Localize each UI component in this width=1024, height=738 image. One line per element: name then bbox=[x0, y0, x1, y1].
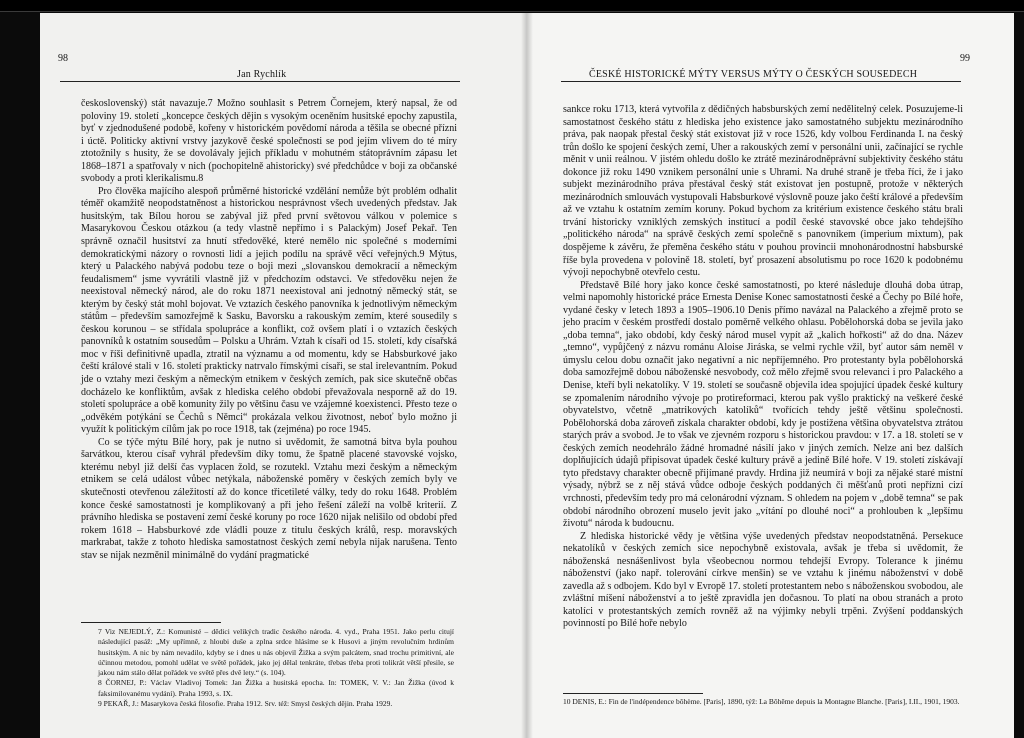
left-page bbox=[40, 13, 527, 738]
paragraph: Představě Bílé hory jako konce české samostatnosti, po které následuje dlouhá doba útrap, velmi napomohly historické práce Ernesta Denise Konec samostatnosti české a Čechy po Bílé hoře, vydané česky v letech 1893 a 1905–1906.10 Denis přímo navázal na Palackého a zřejmě proto se jeho pracím v českém prostředí dostalo poměrně velkého ohlasu. Pobělohorská doba se jevila jako „doba temna“, jako období, kdy český národ musel vypít až „kalich hořkosti“ až do dna. Název „temno“, vypůjčený z názvu románu Aloise Jiráska, se velmi rychle vžil, byť autor sám neměl v úmyslu celou dobu označit jako negativní a nic nepříjemného. Pro protestanty byla pobělohorská doba samozřejmě dobou náboženské nesvobody, což mělo zřejmě svou relevanci i pro Palackého a Denise, kteří byli nekatolíky. V 19. století se současně objevila idea spojující úpadek české kultury se zpomalením národního vývoje po protireformaci, kterou pak vyšlo praktický na veškeré české obyvatelstvo, včetně „matrikových katolíků“ tvořících tehdy ještě většinu společnosti. Pobělohorská doba zároveň získala charakter období, kdy je postižena většina obyvatelstva ztrátou starých práv a svobod. Je to však ve zjevném rozporu s historickou pravdou: v 17. a 18. století se v českých zemích neodehrálo žádné hromadné násilí jako v jiných zemích. Nelze ani bez dalších doplňujících údajů připisovat úpadek české kultury právě a jedině Bílé hoře. V 19. století získávají tyto představy charakter obecně přijímané pravdy. Hrdina již neumírá v boji za nějaké staré místní výsady, nýbrž se z něj stává vůdce odboje českých poddaných či měšťanů proti nepřízni cizí vrchnosti, především tedy pro má celonárodní význam. S ohledem na pojem v „době temna“ se pak období národního obrození muselo jevit jako „vítání po dlouhé noci“ a prohlouben k „lepšímu životu“ národa k budoucnu. bbox=[563, 279, 963, 530]
header-rule bbox=[60, 81, 460, 82]
footnotes bbox=[563, 697, 963, 707]
book-spread bbox=[40, 13, 1014, 738]
page-number: 99 bbox=[960, 53, 970, 64]
top-edge-line bbox=[0, 11, 1024, 12]
paragraph: Z hlediska historické vědy je většina výše uvedených představ neopodstatněná. Persekuce nekatolíků v českých zemích sice nepochybně existovala, avšak je třeba si uvědomit, že náboženská nesnášenlivost byla všeobecnou normou tehdejší Evropy. Tolerance k jinému náboženství (jako např. tolerování církve menšin) se ve vztahu k jinému náboženství v době zavedla až s odbojem. Kdo byl v Evropě 17. století protestantem nebo s náboženskou svobodou, ale zvláštní míšení náboženství a to ještě zpravidla jen dočasnou. To platí na obou stranách a proto katolíci v protestantských zemích rovněž až na výjimky nebyli trpěni. Zvýšení poddanských povinností po Bílé hoře nebylo bbox=[563, 530, 963, 630]
running-head: Jan Rychlík bbox=[237, 69, 287, 80]
footnote-rule bbox=[563, 693, 703, 694]
paragraph: sankce roku 1713, která vytvořila z dědičných habsburských zemí nedělitelný celek. Posuzujeme-li samostatnost českého státu z hlediska jeho existence jako samostatného subjektu mezinárodního práva, pak naopak přestal český stát existovat již v roce 1526, kdy volbou Ferdinanda I. na český trůn došlo ke spojení českých zemí, Uher a rakouských zemí v personální unii, začínající se rychle měnit v unii reálnou. V jistém ohledu došlo ke ztrátě mezinárodněprávní subjektivity českého státu dokonce již roku 1490 vznikem personální unie s Uhrami. Na druhé straně je třeba říci, že i jako subjekt mezinárodního práva přestával český stát existovat jen postupně, protože v některých mezinárodních smlouvách vystupovali Habsburkové výslovně pouze jako čeští králové a především až ve vztahu k ostatním zemím koruny. Pokud bychom za kritérium existence českého státu brali trvání historicky vzniklých zemských institucí a podíl české stavovské obce jako tehdejšího „politického národa“ na správě českých zemí společně s panovníkem (imperium mixtum), pak dospějeme k závěru, že přeměna českého státu v pouhou provincii mnohonárodnostní habsburské říše byla provedena v polovině 18. století, byť prosazení absolutismu po roce 1620 k podobnému vývoji nepochybně otevřelo cestu. bbox=[563, 104, 963, 279]
right-page bbox=[527, 13, 1014, 738]
footnote: 10 DENIS, E.: Fin de l'indépendence bôhème. [Paris], 1890, týž: La Bôhême depuis la Montagne Blanche. [Paris], I.II., 1901, 1903. bbox=[563, 697, 960, 706]
body-text bbox=[563, 104, 963, 631]
footnotes bbox=[98, 627, 454, 709]
page-number: 98 bbox=[58, 53, 68, 64]
footnote: 7 Viz NEJEDLÝ, Z.: Komunisté – dědici velikých tradic českého národa. 4. vyd., Praha 1951. Jako perlu citují následující pasáž: „My upřímně, z hloubi duše a zplna srdce hlásíme se k Husovi a jiným revolučním hrdinům husitským. A nic by nám nevadilo, kdyby se i dnes u nás objevil Žižka a svým palcátem, snad trochu primitivní, ale účinnou metodou, pomohl udělat ve světě pořádek, jako jej dělal tenkráte, třebas třeba proti tolikrát větší přesile, se jakou nám stálo dělat pořádek ve světě přes dvě lety.“ (s. 104). bbox=[98, 627, 454, 678]
running-head: ČESKÉ HISTORICKÉ MÝTY VERSUS MÝTY O ČESKÝCH SOUSEDECH bbox=[589, 69, 918, 80]
body-text bbox=[81, 98, 457, 562]
paragraph: československý) stát navazuje.7 Možno souhlasit s Petrem Čornejem, který napsal, že od poloviny 19. století „koncepce českých dějin s vysokým oceněním husitské epochy zapustila, byť v zjednodušené podobě, kořeny v historickém povědomí národa a těšila se obecné přízni i úctě. Politicky aktivní vrstvy jazykově české společnosti se pod jejím vlivem do té míry ztotožnily s husity, že se dovolávaly jejich příkladu v mohutném státoprávním zápasu let 1868–1871 a spatřovaly v nich (pochopitelně ahistoricky) své předchůdce v boji za občanské svobody a proti klerikalismu.8 bbox=[81, 98, 457, 185]
footnote: 8 ČORNEJ, P.: Václav Vladivoj Tomek: Jan Žižka a husitská epocha. In: TOMEK, V. V.: Jan Žižka (úvod k faksimilovanému vydání). Praha 1993, s. IX. bbox=[98, 678, 454, 698]
footnote-rule bbox=[81, 622, 221, 623]
book-gutter bbox=[521, 13, 533, 738]
header-rule bbox=[561, 81, 961, 82]
footnote: 9 PEKAŘ, J.: Masarykova česká filosofie. Praha 1912. Srv. též: Smysl českých dějin. Praha 1929. bbox=[98, 699, 393, 709]
paragraph: Co se týče mýtu Bílé hory, pak je nutno si uvědomit, že samotná bitva byla pouhou šarvátkou, kterou císař vyhrál především díky tomu, že špatně placené stavovské vojsko, kterému nebyl již delší čas vyplacen žold, se rozutekl. Vztahu mezi českým a německým etnikem se celá událost vůbec netýkala, náboženské poměry v českých zemích byly ve skutečnosti otevřenou záležitostí až do konce třicetileté války, tedy do roku 1648. Problém konce české samostatnosti je komplikovaný a při jeho řešení záleží na volbě kriterií. Z právního hlediska se postavení zemí české koruny po roce 1620 nijak nelišilo od období před rokem 1618 – Habsburkové zde vládli pouze z titulu českých králů, resp. moravských markrabat, takže z tohoto hlediska samostatnost českých zemí nebyla nijak narušena. Tento stav se nijak nezměnil minimálně do vydání pragmatické bbox=[81, 436, 457, 561]
paragraph: Pro člověka majícího alespoň průměrné historické vzdělání nemůže být problém odhalit téměř okamžitě neopodstatněnost a historickou nesprávnost všech uvedených představ. Jak husitským, tak Bílou horou se zabýval již před první světovou válkou v polemice s Masarykovou Českou otázkou (a tedy vlastně nepřímo i s Palackým) Josef Pekař. Ten správně označil husitství za hnutí středověké, které nemělo nic společné s moderními demokratickými názory o rovnosti lidí a jejich podílu na správě věcí veřejných.9 Mýtus, který u Palackého nabývá podobu teze o boji mezi „slovanskou demokracií a německým feudalismem“ jsme vyvrátili vlastně již v předchozím odstavci. Ve středověku nejen že neexistoval německý národ, ale do roku 1871 neexistoval ani jednotný německý stát, se kterým by český stát mohl bojovat. Ve vztazích českého panovníka k jednotlivým německým státům – především samozřejmě k Sasku, Bavorsku a rakouským zemím, které sousedily s českou korunou – se střídala spolupráce a konflikt, což ovšem platí i o vztazích českých panovníků k ostatním sousedům – Polsku a Uhrám. Vztah k císaři od 15. století, kdy císařská moc v říši definitivně upadla, ztratil na významu a od momentu, kdy se Habsburkové jako čeští králové stali v 16. století prakticky natrvalo římskými císaři, se stal irelevantním. Pokud jde o vztahy mezi českým a německým etnikem v českých zemích, pak sice skutečně občas docházelo ke konfliktům, avšak z hlediska celého období převažovala nesporně až do 19. století spolupráce a obě komunity žily po většinu času ve vzájemné koexistenci. Přesto teze o „odvěkém potýkání se Čechů s Němci“ prokázala velkou životnost, neboť bylo možno ji využít k politickým cílům jak po roce 1918, tak (zejména) po roce 1945. bbox=[81, 185, 457, 436]
